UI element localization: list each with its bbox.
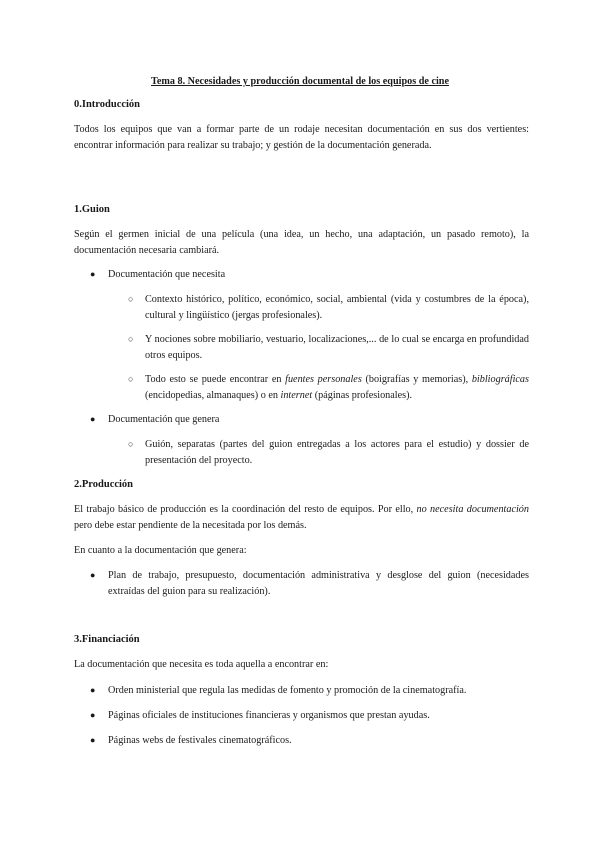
heading-introduccion: 0.Introducción	[74, 99, 141, 110]
produccion-paragraph: El trabajo básico de producción es la coordinación del resto de equipos. Por ello, no necesita documentación pero debe estar pendiente de la necesitada por los demás.	[74, 504, 529, 531]
bullet-marker: ●	[90, 685, 96, 695]
financiacion-paragraph: La documentación que necesita es toda aquella a encontrar en:	[74, 659, 329, 670]
financiacion-bullet-festivales: Páginas webs de festivales cinematográficos.	[108, 735, 292, 746]
guion-paragraph: Según el germen inicial de una película (una idea, un hecho, una adaptación, un pasado remoto), la documentación necesaria cambiará.	[74, 229, 529, 256]
sub-bullet-marker: ○	[128, 294, 134, 304]
bullet-marker: ●	[90, 269, 96, 279]
guion-sub-contexto: Contexto histórico, político, económico, social, ambiental (vida y costumbres de la época), cultural y lingüístico (jergas profesionales).	[145, 294, 529, 321]
sub-bullet-marker: ○	[128, 334, 134, 344]
financiacion-bullet-orden: Orden ministerial que regula las medidas de fomento y promoción de la cinematografía.	[108, 685, 467, 696]
produccion-genera-intro: En cuanto a la documentación que genera:	[74, 545, 247, 556]
guion-bullet-genera: Documentación que genera	[108, 414, 220, 425]
sub-bullet-marker: ○	[128, 439, 134, 449]
heading-guion: 1.Guion	[74, 204, 110, 215]
heading-financiacion: 3.Financiación	[74, 634, 140, 645]
guion-sub-nociones: Y nociones sobre mobiliario, vestuario, localizaciones,... de lo cual se encarga en profundidad otros equipos.	[145, 334, 529, 361]
document-title: Tema 8. Necesidades y producción documental de los equipos de cine	[150, 76, 449, 87]
guion-bullet-necesita: Documentación que necesita	[108, 269, 226, 280]
sub-bullet-marker: ○	[128, 374, 134, 384]
bullet-marker: ●	[90, 570, 96, 580]
bullet-marker: ●	[90, 414, 96, 424]
guion-sub-fuentes: Todo esto se puede encontrar en fuentes personales (boigrafías y memorias), bibliográficas (encidopedias, almanaques) o en internet (páginas profesionales).	[145, 374, 529, 401]
intro-paragraph: Todos los equipos que van a formar parte de un rodaje necesitan documentación en sus dos vertientes: encontrar información para realizar su trabajo; y gestión de la documentación generada.	[74, 124, 529, 151]
bullet-marker: ●	[90, 735, 96, 745]
bullet-marker: ●	[90, 710, 96, 720]
produccion-bullet-plan: Plan de trabajo, presupuesto, documentación administrativa y desglose del guion (necesidades extraídas del guion para su realización).	[108, 570, 529, 597]
guion-sub-separatas: Guión, separatas (partes del guion entregadas a los actores para el estudio) y dossier de presentación del proyecto.	[145, 439, 529, 466]
financiacion-bullet-paginas: Páginas oficiales de instituciones financieras y organismos que prestan ayudas.	[108, 710, 430, 721]
heading-produccion: 2.Producción	[74, 479, 134, 490]
